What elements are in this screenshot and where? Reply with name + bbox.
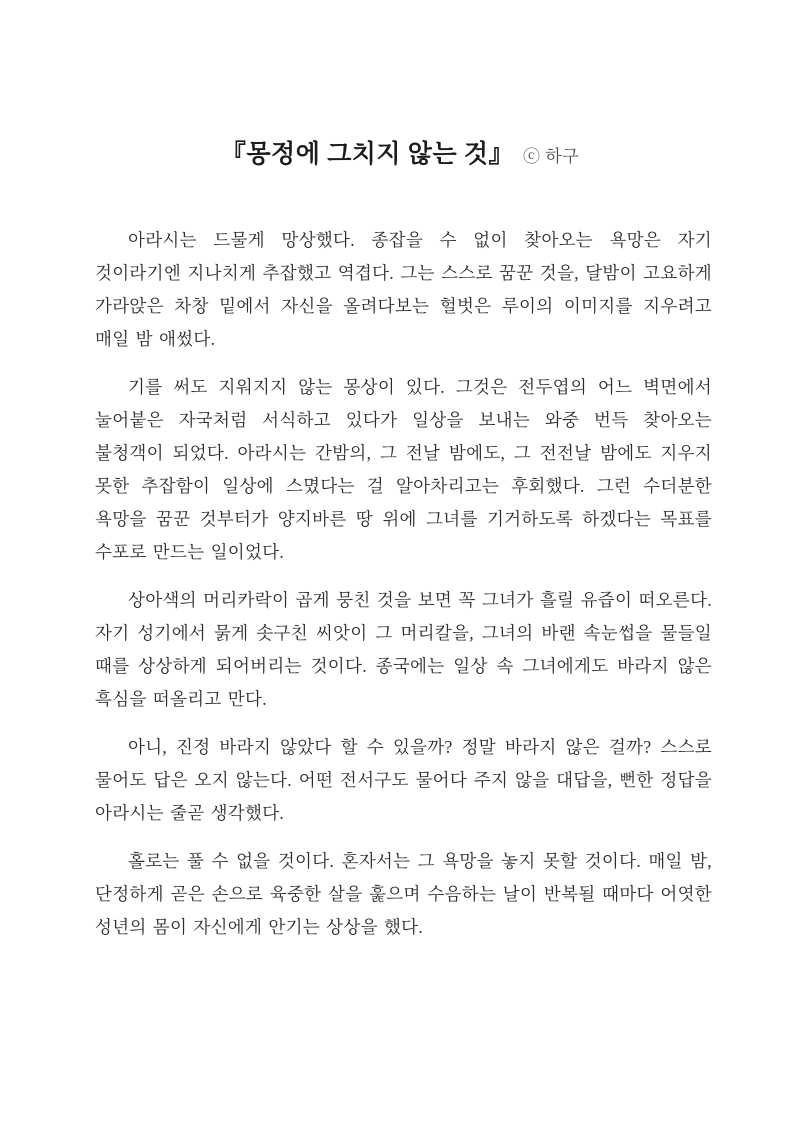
body-text xyxy=(95,224,712,959)
paragraph: 아니, 진정 바라지 않았다 할 수 있을까? 정말 바라지 않은 걸까? 스스로 물어도 답은 오지 않는다. 어떤 전서구도 물어다 주지 않을 대답을, 뻔한 정답을 아라시는 줄곧 생각했다. xyxy=(95,737,712,823)
paragraph: 기를 써도 지워지지 않는 몽상이 있다. 그것은 전두엽의 어느 벽면에서 눌어붙은 자국처럼 서식하고 있다가 일상을 보내는 와중 번득 찾아오는 불청객이 되었다. 아라시는 간밤의, 그 전날 밤에도, 그 전전날 밤에도 지우지 못한 추잡함이 일상에 스몄다는 걸 알아차리고는 후회했다. 그런 수더분한 욕망을 꿈꾼 것부터가 양지바른 땅 위에 그녀를 기거하도록 하겠다는 목표를 수포로 만드는 일이었다. xyxy=(95,377,712,562)
paragraph: 홀로는 풀 수 없을 것이다. 혼자서는 그 욕망을 놓지 못할 것이다. 매일 밤, 단정하게 곧은 손으로 육중한 살을 훑으며 수음하는 날이 반복될 때마다 어엿한 성년의 몸이 자신에게 안기는 상상을 했다. xyxy=(95,851,712,937)
author-credit: ⓒ 하구 xyxy=(523,147,580,166)
paragraph: 아라시는 드물게 망상했다. 종잡을 수 없이 찾아오는 욕망은 자기 것이라기엔 지나치게 추잡했고 역겹다. 그는 스스로 꿈꾼 것을, 달밤이 고요하게 가라앉은 차창 밑에서 자신을 올려다보는 헐벗은 루이의 이미지를 지우려고 매일 밤 애썼다. xyxy=(95,230,712,349)
page-title: 『몽정에 그치지 않는 것』 xyxy=(220,141,514,168)
paragraph: 상아색의 머리카락이 곱게 뭉친 것을 보면 꼭 그녀가 흘릴 유즙이 떠오른다. 자기 성기에서 묽게 솟구친 씨앗이 그 머리칼을, 그녀의 바랜 속눈썹을 물들일 때를 상상하게 되어버리는 것이다. 종국에는 일상 속 그녀에게도 바라지 않은 흑심을 떠올리고 만다. xyxy=(95,590,712,709)
title-block xyxy=(0,134,800,170)
